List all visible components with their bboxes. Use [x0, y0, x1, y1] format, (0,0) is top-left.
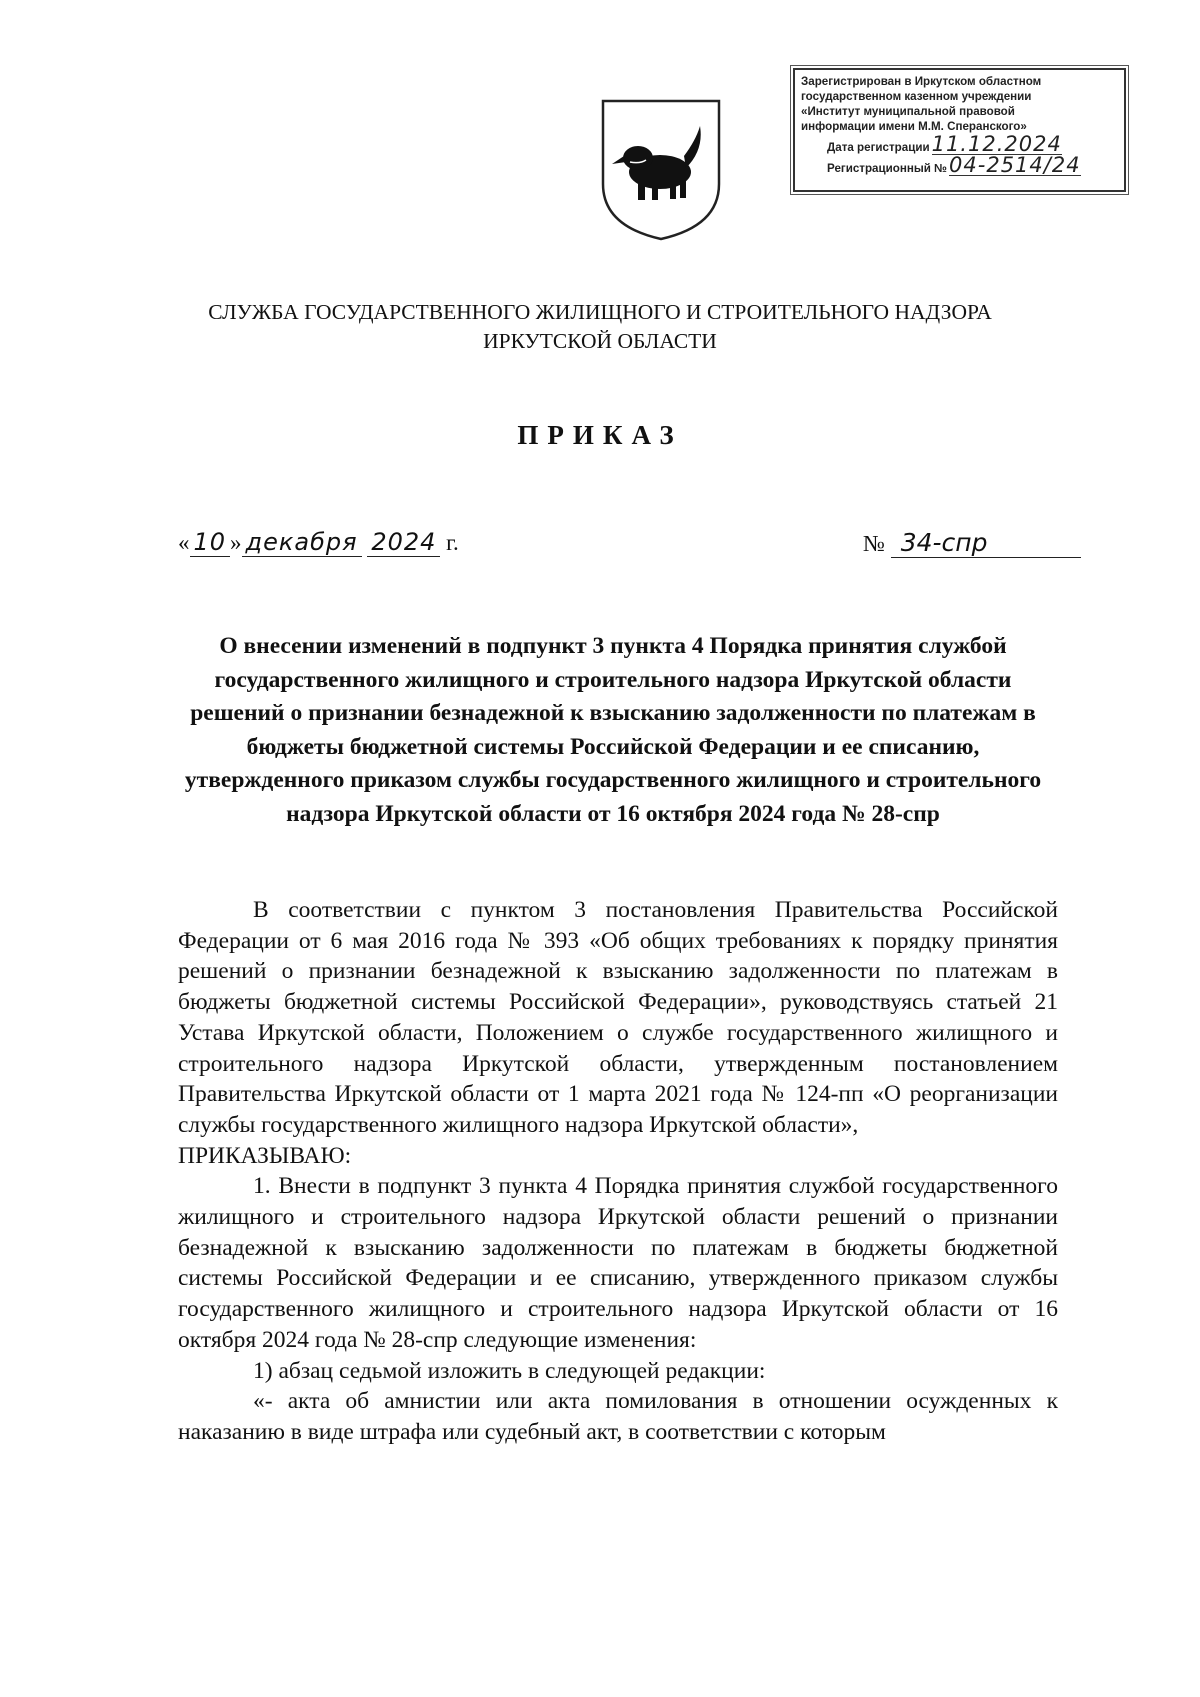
order-date — [178, 528, 459, 556]
number-value: 34-спр — [891, 528, 1081, 558]
subitem-1-paragraph: 1) абзац седьмой изложить в следующей редакции: — [253, 1357, 766, 1384]
number-sign: № — [863, 531, 885, 556]
registration-number-field — [801, 155, 1120, 176]
coat-of-arms-emblem — [600, 98, 722, 242]
preamble-paragraph: В соответствии с пунктом 3 постановления Правительства Российской Федерации от 6 мая 2016 года № 393 «Об общих требованиях к порядку принятия решений о признании безнадежной к взысканию задолженности по платежам в бюджеты бюджетной системы Российской Федерации», руководствуясь статьей 21 Устава Иркутской области, Положением о службе государственного жилищного и строительного надзора Иркутской области, утвержденным постановлением Правительства Иркутской области от 1 марта 2021 года № 124-пп «О реорганизации службы государственного жилищного надзора Иркутской области», — [178, 897, 1058, 1138]
registration-date-label: Дата регистрации — [827, 141, 930, 154]
agency-header — [0, 298, 1200, 356]
document-type-heading: ПРИКАЗ — [517, 420, 683, 450]
document-title: О внесении изменений в подпункт 3 пункта 4 Порядка принятия службой государственного жилищного и строительного надзора Иркутской области решений о признании безнадежной к взысканию задолженности по платежам в бюджеты бюджетной системы Российской Федерации и ее списанию, утвержденного приказом службы государственного жилищного и строительного надзора Иркутской области от 16 октября 2024 года № 28-спр — [184, 633, 1042, 827]
agency-name-line: ИРКУТСКОЙ ОБЛАСТИ — [483, 329, 717, 353]
stamp-line: «Институт муниципальной правовой — [801, 105, 1015, 118]
registration-stamp — [793, 68, 1126, 192]
stamp-line: информации имени М.М. Сперанского» — [801, 120, 1027, 133]
order-number — [863, 528, 1081, 558]
registration-date-field — [801, 134, 1120, 155]
quoted-text-paragraph: «- акта об амнистии или акта помилования в отношении осужденных к наказанию в виде штрафа или судебный акт, в соответствии с которым — [178, 1388, 1058, 1445]
registration-number-label: Регистрационный № — [827, 162, 948, 175]
date-open-quote: « — [178, 530, 190, 555]
date-year: 2024 — [367, 528, 440, 557]
date-close-quote: » — [230, 530, 242, 555]
stamp-line: Зарегистрирован в Иркутском областном — [801, 75, 1042, 88]
registration-number-value: 04-2514/24 — [949, 153, 1081, 177]
item-1-paragraph: 1. Внести в подпункт 3 пункта 4 Порядка принятия службой государственного жилищного и строительного надзора Иркутской области решений о признании безнадежной к взысканию задолженности по платежам в бюджеты бюджетной системы Российской Федерации и ее списанию, утвержденного приказом службы государственного жилищного и строительного надзора Иркутской области от 16 октября 2024 года № 28-спр следующие изменения: — [178, 1173, 1058, 1353]
registration-date-value: 11.12.2024 — [931, 132, 1062, 156]
order-directive: ПРИКАЗЫВАЮ: — [178, 1142, 352, 1169]
date-day: 10 — [190, 528, 231, 557]
stamp-line: государственном казенном учреждении — [801, 90, 1032, 103]
document-body — [178, 895, 1058, 1448]
agency-name-line: СЛУЖБА ГОСУДАРСТВЕННОГО ЖИЛИЩНОГО И СТРОИТЕЛЬНОГО НАДЗОРА — [208, 300, 992, 324]
date-month: декабря — [242, 528, 362, 557]
date-suffix: г. — [446, 530, 459, 555]
